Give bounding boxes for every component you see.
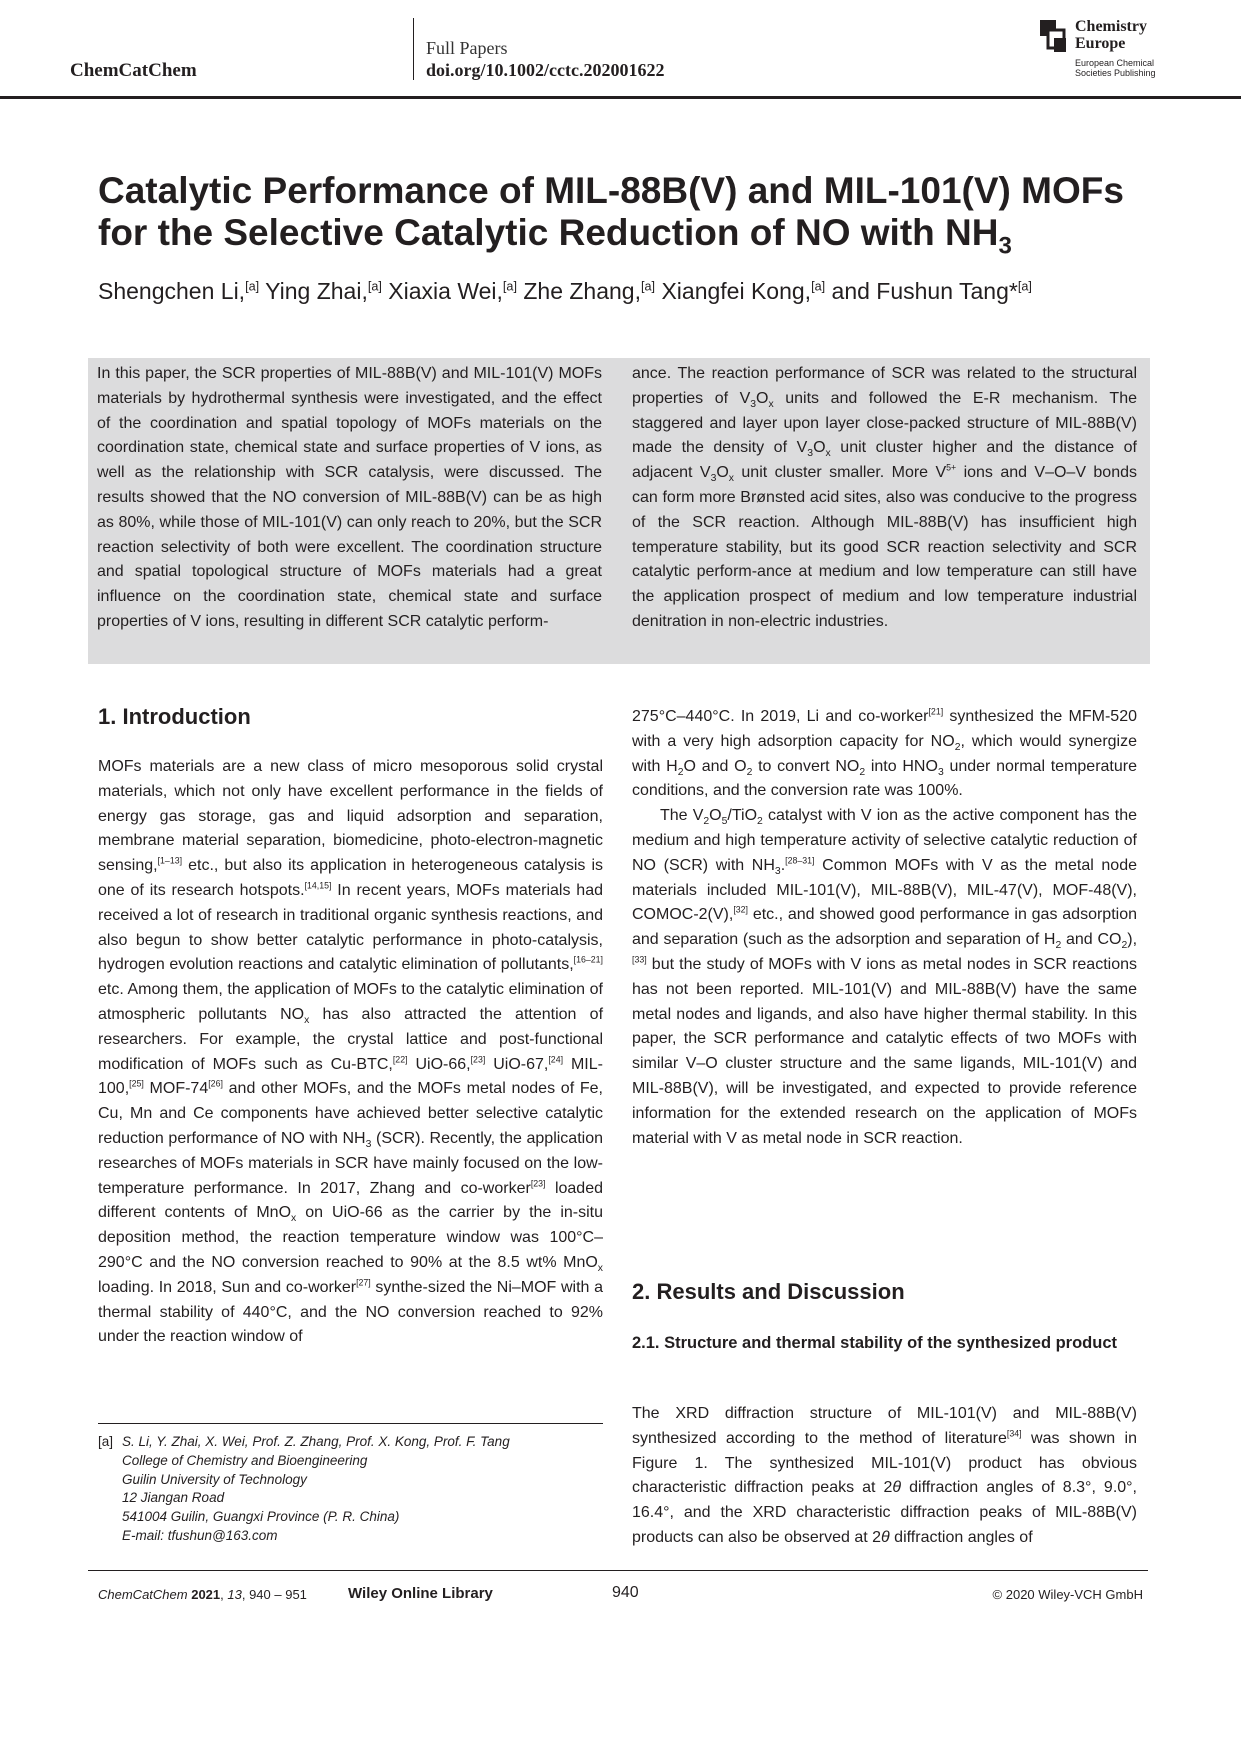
introduction-text-right [632,705,1137,1151]
affiliation-line: S. Li, Y. Zhai, X. Wei, Prof. Z. Zhang, Prof. X. Kong, Prof. F. Tang [122,1434,510,1449]
citation-ref[interactable]: [24] [548,1054,564,1065]
abstract-text-left: In this paper, the SCR properties of MIL-88B(V) and MIL-101(V) MOFs materials by hydrothermal synthesis were investigated, and the effect of the coordination and spatial topology of MOFs materials on the coordination state, chemical state and surface properties of V ions, as well as the relationship with SCR catalysis, were discussed. The results showed that the NO conversion of MIL-88B(V) can be as high as 80%, while those of MIL-101(V) can only reach to 20%, but the SCR reaction selectivity of both were excellent. The coordination structure and spatial topological structure of MOFs materials had a great influence on the coordination state, chemical state and surface properties of V ions, resulting in different SCR catalytic perform- [97,365,602,630]
subscript: x [597,1263,603,1275]
subscript: 5 [721,816,728,828]
header-divider [413,18,414,80]
affiliation-mark: [a] [1017,279,1032,294]
logo-subtext: European Chemical [1075,58,1155,68]
citation-ref[interactable]: [14,15] [304,880,332,891]
paragraph: The $V_2O_5/TiO_2$ catalyst with V ion as the active component has the medium and high temperature activity of selective catalytic reduction of NO (SCR) with $NH_3.[28-31]$ Common MOFs with V as the metal node materials included MIL-101(V), MIL-88B(V), MIL-47(V), MOF-48(V), COMOC-2(V),[32] etc., and showed good performance in gas adsorption and separation (such as the adsorption and separation of $H_2$ and $CO_2),[33]$ but the study of MOFs with V ions as metal nodes in SCR reactions has not been reported. MIL-101(V) and MIL-88B(V) have the same metal nodes and ligands, and also have higher thermal stability. In this paper, the SCR performance and catalytic effects of two MOFs with similar V–O cluster structure and the same ligands, MIL-101(V) and MIL-88B(V), will be investigated, and expected to provide reference information for the extended research on the application of MOFs material with V as metal node in SCR reaction. [632,807,1138,1147]
citation-ref[interactable]: [25] [129,1079,144,1090]
citation-ref[interactable]: [34] [1006,1428,1022,1439]
affiliation-mark: [a] [502,279,517,294]
subscript: 2 [677,766,684,778]
logo-text-chemistry: Chemistry [1075,18,1147,35]
journal-name: ChemCatChem [70,60,197,81]
logo-subtext: Societies Publishing [1075,68,1156,78]
subscript: 2 [1055,940,1062,952]
copyright: © 2020 Wiley-VCH GmbH [992,1587,1143,1602]
doi-link[interactable]: doi.org/10.1002/cctc.202001622 [426,60,665,80]
footnote-rule [98,1423,603,1424]
affiliation-mark: [a] [367,279,382,294]
citation-ref[interactable]: [28–31] [785,855,815,866]
title-line: Catalytic Performance of MIL-88B(V) and MIL-101(V) MOFs [98,170,1124,211]
math-symbol: θ [892,1479,902,1497]
author-name: Xiangfei Kong, [661,278,812,304]
subscript: 2 [757,816,763,828]
subscript: 2 [954,741,961,753]
footnote-mark: [a] [98,1434,114,1449]
affiliation-lines [122,1433,510,1546]
math-symbol: θ [881,1528,890,1546]
citation-ref[interactable]: [23] [470,1054,486,1065]
section-heading-results: 2. Results and Discussion [632,1279,905,1304]
section-heading-introduction: 1. Introduction [98,704,251,729]
header-rule [0,96,1241,99]
subsection-heading: 2.1. Structure and thermal stability of the synthesized product [632,1334,1118,1352]
affiliation-mark: [a] [245,279,260,294]
citation-ref[interactable]: [16–21] [573,955,603,966]
citation-ref[interactable]: [27] [356,1277,371,1288]
author-name: and Fushun Tang* [831,278,1018,304]
affiliation-mark: [a] [641,279,656,294]
citation-ref[interactable]: [1–13] [157,855,183,866]
footer-citation: ChemCatChem 2021, 13, 940 – 951 [98,1587,307,1602]
subscript: 2 [859,766,866,778]
affiliation-line: 12 Jiangan Road [122,1490,225,1506]
citation-ref[interactable]: [26] [208,1079,223,1090]
affiliation-line: College of Chemistry and Bioengineering [122,1452,368,1468]
affiliation-line: Guilin University of Technology [122,1471,307,1487]
citation-ref[interactable]: [33] [632,954,647,965]
subscript: 2 [746,766,753,778]
title-line: for the Selective Catalytic Reduction of NO with $NH_3$ [98,212,1012,260]
citation-ref[interactable]: [21] [928,706,944,717]
chemistry-europe-logo-icon [1040,20,1070,54]
affiliation-mark: [a] [811,279,826,294]
paragraph: The XRD diffraction structure of MIL-101(V) and MIL-88B(V) synthesized according to the method of literature[34] was shown in Figure 1. The synthesized MIL-101(V) product has obvious characteristic diffraction peaks at 2θ diffraction angles of 8.3°, 9.0°, 16.4°, and the XRD characteristic diffraction peaks of MIL-88B(V) products can also be observed at 2θ diffraction angles of [632,1405,1138,1546]
paper-title [98,170,1158,260]
article-type: Full Papers [426,38,508,58]
subscript: 2 [703,816,710,828]
abstract-text-right: ance. The reaction performance of SCR was related to the structural properties of $V_3O_x$ units and followed the E-R mechanism. The staggered and layer upon layer close-packed structure of MIL-88B(V) made the density of $V_3O_x$ unit cluster higher and the distance of adjacent $V_3O_x$ unit cluster smaller. More $V^{5+}$ ions and V–O–V bonds can form more Brønsted acid sites, also was conducive to the progress of the SCR reaction. Although MIL-88B(V) has insufficient high temperature stability, but its good SCR reaction selectivity and SCR catalytic perform-ance at medium and low temperature can still have the application prospect of medium and low temperature industrial denitration in non-electric industries. [632,365,1138,630]
chemistry-europe-logo[interactable] [1040,18,1175,83]
paragraph: MOFs materials are a new class of micro mesoporous solid crystal materials, which not only have excellent performance in the fields of energy gas storage, gas and liquid adsorption and separation, membrane material separation, biomedicine, photo-electron-magnetic sensing,[1–13] etc., but also its application in heterogeneous catalysis is one of its research hotspots.[14,15] In recent years, MOFs materials had received a lot of research in traditional organic synthesis reactions, and also begun to show better catalytic performance in photo-catalysis, hydrogen evolution reactions and catalytic elimination of pollutants,[16–21] etc. Among them, the application of MOFs to the catalytic elimination of atmospheric pollutants $NO_x$ has also attracted the attention of researchers. For example, the crystal lattice and post-functional modification of MOFs such as Cu-BTC,[22] UiO-66,[23] UiO-67,[24] MIL-100,[25] MOF-74[26] and other MOFs, and the MOFs metal nodes of Fe, Cu, Mn and Ce components have achieved better selective catalytic reduction performance of NO with $NH_3$ (SCR). Recently, the application researches of MOFs materials in SCR have mainly focused on the low-temperature performance. In 2017, Zhang and co-worker[23] loaded different contents of MnO$_x$ on UiO-66 as the carrier by the in-situ deposition method, the reaction temperature window was 100°C–290°C and the NO conversion reached to 90% at the 8.5 wt% MnO$_x$ loading. In 2018, Sun and co-worker[27] synthe-sized the Ni–MOF with a thermal stability of 440°C, and the NO conversion reached to 92% under the reaction window of [98,758,604,1346]
paragraph: 275°C–440°C. In 2019, Li and co-worker[21] synthesized the MFM-520 with a very high adsorption capacity for $NO_2$, which would synergize with $H_2O$ and $O_2$ to convert $NO_2$ into $HNO_3$ under normal temperature conditions, and the conversion rate was 100%. [632,706,1138,800]
subscript: 3 [365,1139,372,1151]
subscript: 3 [774,865,781,877]
introduction-text-left [98,755,603,1350]
wiley-online-library-link[interactable]: Wiley Online Library [348,1585,493,1602]
citation-ref[interactable]: [23] [530,1178,546,1189]
author-name: Zhe Zhang, [523,278,641,304]
subscript: x [291,1213,297,1225]
results-text [632,1402,1137,1551]
subscript: 2 [1121,940,1128,952]
affiliation-line: E-mail: tfushun@163.com [122,1527,278,1543]
citation-ref[interactable]: [22] [392,1054,408,1065]
footer-rule [88,1570,1148,1571]
page-number: 940 [612,1584,639,1601]
citation-ref[interactable]: [32] [733,905,749,916]
author-name: Shengchen Li, [98,278,246,304]
subscript: 3 [937,766,944,778]
author-name: Xiaxia Wei, [388,278,503,304]
affiliation-line: 541004 Guilin, Guangxi Province (P. R. China) [122,1509,400,1525]
logo-text-europe: Europe [1075,35,1126,52]
author-name: Ying Zhai, [265,278,368,304]
subscript: x [304,1015,310,1027]
author-list [98,276,1178,306]
